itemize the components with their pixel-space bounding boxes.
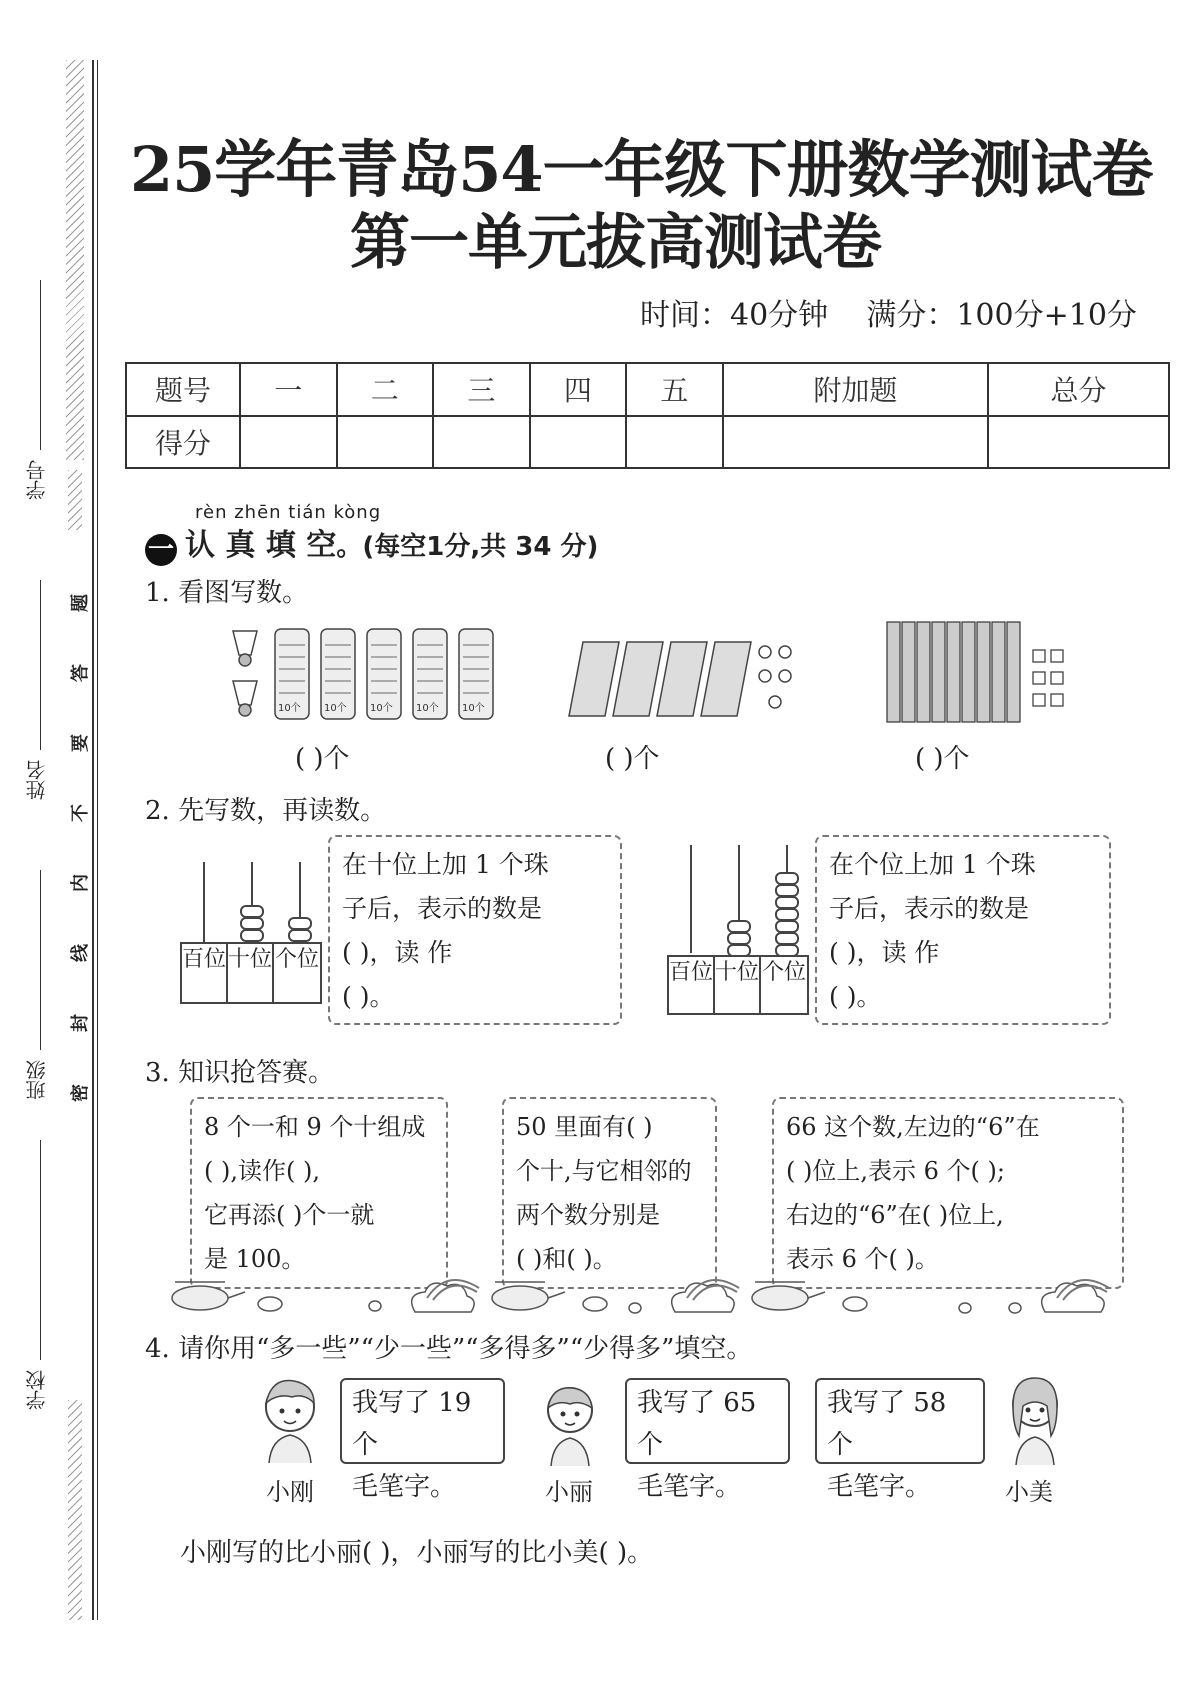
box-line[interactable]: ( )和( )。 — [516, 1245, 617, 1273]
answer-blank[interactable]: ( )个 — [915, 744, 970, 774]
base-ten-blocks-figure — [885, 620, 1075, 725]
question-2-box-1 — [328, 835, 622, 1025]
box-line[interactable]: 右边的“6”在( )位上, — [786, 1201, 1004, 1229]
speech-line: 毛笔字。 — [637, 1472, 742, 1502]
boy-avatar-icon — [255, 1375, 325, 1465]
tube-label: 10个 — [278, 703, 301, 714]
abacus-place-frame — [180, 942, 322, 1004]
place-label-tens: 十位 — [228, 944, 274, 1002]
score-header-cell: 四 — [530, 363, 627, 416]
seal-char: 不 — [70, 804, 91, 822]
seal-char: 线 — [70, 944, 91, 962]
question-3-label: 3. 知识抢答赛。 — [145, 1058, 335, 1088]
box-line[interactable]: 50 里面有( ) — [516, 1113, 653, 1141]
box-line[interactable]: ( )，读 作 — [342, 938, 453, 967]
speech-line: 毛笔字。 — [352, 1472, 457, 1502]
page-subtitle: 第一单元拔高测试卷 — [350, 208, 881, 278]
box-line[interactable]: ( )位上,表示 6 个( ); — [786, 1157, 1005, 1185]
decoration-strip — [165, 1268, 1145, 1318]
shuttlecock-icon — [233, 631, 257, 716]
place-label-ones: 个位 — [274, 947, 319, 972]
place-label-hundreds: 百位 — [182, 944, 228, 1002]
margin-line — [92, 60, 94, 1620]
score-table — [125, 362, 1170, 469]
score-header-cell: 二 — [337, 363, 434, 416]
speech-line: 毛笔字。 — [827, 1472, 932, 1502]
abacus-bead — [240, 929, 264, 942]
score-header-cell: 一 — [240, 363, 337, 416]
seal-char: 要 — [70, 734, 91, 752]
margin-label-class: 班级 — [25, 1060, 49, 1100]
box-line[interactable]: 表示 6 个( )。 — [786, 1245, 939, 1273]
speech-bubble — [815, 1378, 985, 1502]
place-label-hundreds: 百位 — [669, 957, 715, 1013]
score-input-cell[interactable] — [988, 416, 1169, 469]
egg-tray-icon — [569, 642, 751, 716]
score-input-cell[interactable] — [530, 416, 627, 469]
exam-time: 时间：40分钟 — [640, 298, 829, 333]
exam-full-score: 满分：100分+10分 — [866, 298, 1137, 333]
single-egg-icon — [759, 646, 791, 708]
unit-cube-icon — [1033, 650, 1063, 706]
answer-blank[interactable]: ( )个 — [605, 744, 660, 774]
tube-label: 10个 — [370, 703, 393, 714]
seal-char: 题 — [70, 594, 91, 612]
score-input-cell[interactable] — [723, 416, 988, 469]
margin-blank-school — [40, 1140, 41, 1360]
box-line: 两个数分别是 — [516, 1201, 660, 1229]
score-header-cell: 题号 — [126, 363, 240, 416]
section-pinyin: rèn zhēn tián kòng — [195, 502, 382, 523]
abacus-place-frame — [667, 955, 809, 1015]
tube-label: 10个 — [324, 703, 347, 714]
question-1-label: 1. 看图写数。 — [145, 578, 309, 608]
score-input-cell[interactable] — [626, 416, 723, 469]
box-line: 在个位上加 1 个珠 — [829, 850, 1036, 879]
box-line: 个十,与它相邻的 — [516, 1157, 692, 1185]
margin-hatch-top — [66, 60, 84, 460]
tube-label: 10个 — [462, 703, 485, 714]
box-line[interactable]: 它再添( )个一就 — [204, 1201, 375, 1229]
question-2-box-2 — [815, 835, 1111, 1025]
question-2-label: 2. 先写数，再读数。 — [145, 796, 387, 826]
score-input-cell[interactable] — [240, 416, 337, 469]
question-4-label: 4. 请你用“多一些”“少一些”“多得多”“少得多”填空。 — [145, 1334, 753, 1364]
seal-char: 封 — [70, 1014, 91, 1032]
question-4-sentence[interactable]: 小刚写的比小丽( )，小丽写的比小美( )。 — [180, 1538, 654, 1568]
cloud-icon — [258, 1283, 1104, 1313]
score-input-cell[interactable] — [337, 416, 434, 469]
page-title: 25学年青岛54一年级下册数学测试卷 — [130, 133, 1153, 206]
section-number: 一 — [145, 534, 177, 566]
speech-bubble — [340, 1378, 505, 1502]
student-name: 小刚 — [266, 1478, 314, 1506]
box-line[interactable]: ( )，读 作 — [829, 938, 940, 967]
box-line: 子后，表示的数是 — [829, 894, 1030, 923]
seal-char: 答 — [70, 664, 91, 682]
margin-label-name: 姓名 — [25, 760, 49, 800]
girl-avatar-icon — [535, 1378, 605, 1468]
answer-blank[interactable]: ( )个 — [295, 744, 350, 774]
abacus-rod — [690, 845, 692, 953]
box-line: 8 个一和 9 个十组成 — [204, 1113, 426, 1141]
section-heading — [145, 520, 598, 566]
place-label-tens: 十位 — [715, 957, 761, 1013]
student-name: 小美 — [1005, 1478, 1053, 1506]
score-header-cell: 附加题 — [723, 363, 988, 416]
ten-rod-icon — [887, 622, 1020, 722]
seal-char: 密 — [70, 1084, 91, 1102]
place-label-ones: 个位 — [761, 960, 806, 985]
section-title: 认 真 填 空 — [185, 528, 337, 563]
speech-line: 我写了 19 个 — [352, 1388, 472, 1460]
margin-label-school: 学校 — [25, 1370, 49, 1410]
speech-line: 我写了 65 个 — [637, 1388, 757, 1460]
margin-blank-name — [40, 580, 41, 750]
girl-avatar-icon — [1000, 1372, 1070, 1467]
speech-bubble — [625, 1378, 790, 1502]
margin-line-inner — [97, 60, 98, 1620]
margin-blank-student-id — [40, 280, 41, 450]
exam-meta — [640, 290, 1137, 334]
margin-label-student-id: 学号 — [25, 460, 49, 500]
score-label-cell: 得分 — [126, 416, 240, 469]
score-input-cell[interactable] — [433, 416, 530, 469]
student-name: 小丽 — [545, 1478, 593, 1506]
score-header-cell: 总分 — [988, 363, 1169, 416]
abacus-rod — [203, 862, 205, 942]
egg-tray-figure — [565, 640, 795, 720]
tube-label: 10个 — [416, 703, 439, 714]
box-line: 66 这个数,左边的“6”在 — [786, 1113, 1040, 1141]
abacus-bead — [288, 929, 312, 942]
box-line[interactable]: ( )。 — [829, 982, 882, 1011]
speech-line: 我写了 58 个 — [827, 1388, 947, 1460]
shuttlecock-figure — [225, 625, 495, 725]
seal-char: 内 — [70, 874, 91, 892]
box-line: 子后，表示的数是 — [342, 894, 543, 923]
box-line: 是 100。 — [204, 1245, 306, 1273]
margin-hatch-mid — [68, 470, 82, 530]
box-line: 在十位上加 1 个珠 — [342, 850, 549, 879]
score-table-header-row — [126, 363, 1169, 416]
score-header-cell: 三 — [433, 363, 530, 416]
question-3-box-2 — [502, 1097, 717, 1289]
score-table-score-row — [126, 416, 1169, 469]
box-line[interactable]: ( )。 — [342, 982, 395, 1011]
section-note: 。(每空1分,共 34 分) — [336, 532, 599, 562]
score-header-cell: 五 — [626, 363, 723, 416]
question-3-box-1 — [190, 1097, 448, 1289]
margin-blank-class — [40, 870, 41, 1050]
margin-hatch-bottom — [68, 1400, 82, 1620]
box-line[interactable]: ( ),读作( ), — [204, 1157, 320, 1185]
question-3-box-3 — [772, 1097, 1124, 1289]
